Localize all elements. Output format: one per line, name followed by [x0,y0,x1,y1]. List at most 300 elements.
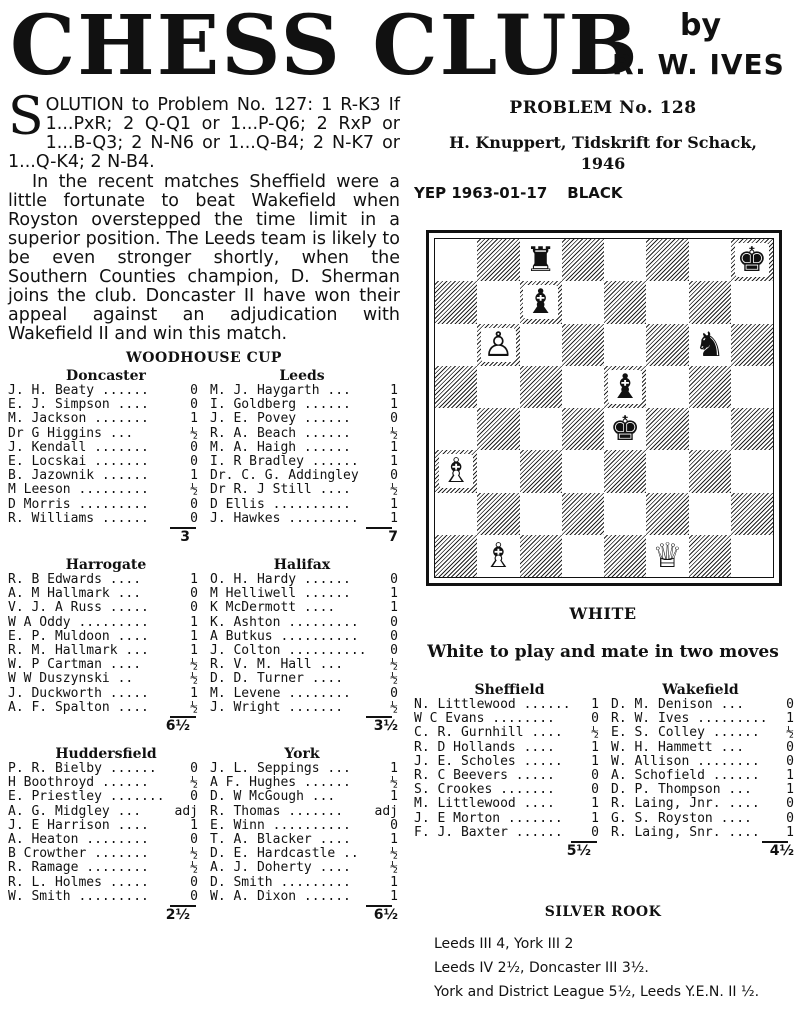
player-name: Dr R. J Still .... [210,483,351,498]
home-player [8,805,204,819]
away-player [204,630,400,644]
away-player [204,412,400,426]
team-header [8,746,400,762]
away-player [204,790,400,804]
player-name: M. Levene ........ [210,686,351,701]
player-score: 1 [786,712,794,727]
player-name: E. Priestley ....... [8,790,165,805]
board-square [646,493,688,535]
player-row [8,512,400,526]
player-name: D Ellis .......... [210,497,351,512]
player-score: 0 [390,629,398,644]
player-score: 0 [390,412,398,427]
away-player [204,498,400,512]
chess-board-border [434,238,774,578]
player-name: J. E. Scholes ..... [414,754,563,769]
player-name: C. R. Gurnhill .... [414,726,563,741]
player-name: V. J. A Russ ..... [8,601,149,616]
away-player [605,712,796,726]
player-row [8,805,400,819]
player-score: 0 [190,497,198,512]
player-name: R. Williams ...... [8,511,149,526]
player-row [8,819,400,833]
away-total: 6½ [204,907,400,923]
player-score: 0 [591,769,599,784]
board-square [731,324,773,366]
home-player [414,741,605,755]
home-player [8,427,204,441]
player-score: 0 [786,797,794,812]
silver-rook-title: SILVER ROOK [544,904,662,920]
away-team-name: Leeds [279,368,325,384]
player-name: R. V. M. Hall ... [210,658,344,673]
player-score: 0 [190,790,198,805]
player-score: 1 [786,825,794,840]
board-square [689,366,731,408]
player-score: 0 [190,875,198,890]
board-square [604,324,646,366]
away-player [204,861,400,875]
player-score: 1 [390,511,398,526]
board-square [604,450,646,492]
match-block [414,682,796,859]
team-header [8,557,400,573]
player-row [414,826,796,840]
player-row [8,587,400,601]
home-player [414,755,605,769]
home-player [8,687,204,701]
board-square [689,281,731,323]
player-score: 0 [786,811,794,826]
player-name: M Helliwell ...... [210,587,351,602]
board-square [604,493,646,535]
board-square [731,535,773,577]
player-name: D Morris ......... [8,497,149,512]
board-square [646,450,688,492]
board-square [731,239,773,281]
problem-source [410,132,796,174]
board-square [689,239,731,281]
player-name: E. P. Muldoon .... [8,629,149,644]
away-player [204,601,400,615]
home-total: 5½ [414,843,605,859]
away-team-name: Wakefield [662,682,739,698]
problem-source-line2: 1946 [580,154,626,173]
home-team-name: Doncaster [66,368,146,384]
player-score: 0 [390,818,398,833]
player-rows [8,384,400,526]
problem-meta [410,184,796,202]
home-player [8,890,204,904]
player-rows [8,762,400,904]
player-row [8,498,400,512]
player-score: 0 [786,698,794,712]
home-team-name: Harrogate [65,557,147,574]
player-row [8,630,400,644]
player-name: A. G. Midgley ... [8,804,142,819]
board-square [562,324,604,366]
player-name: R. Laing, Snr. .... [611,825,760,840]
player-name: R. D Hollands .... [414,740,555,755]
player-name: M. A. Haigh ...... [210,440,351,455]
player-row [8,483,400,497]
player-score: 0 [190,601,198,616]
home-player [8,601,204,615]
player-row [8,687,400,701]
board-square [731,281,773,323]
away-player [204,644,400,658]
player-row [8,762,400,776]
away-player [204,427,400,441]
player-name: R. Laing, Jnr. .... [611,797,760,812]
player-name: G. S. Royston .... [611,811,752,826]
player-row [8,861,400,875]
away-player [605,797,796,811]
player-name: N. Littlewood ...... [414,698,571,712]
home-player [414,826,605,840]
team-header [8,368,400,384]
player-name: J. H. Beaty ...... [8,384,149,398]
player-name: A. Schofield ...... [611,769,760,784]
board-square [562,493,604,535]
away-player [204,512,400,526]
chess-piece: ♚ [736,240,768,281]
player-row [414,726,796,740]
home-player [8,498,204,512]
board-square [520,493,562,535]
player-score: ½ [390,672,398,687]
board-square [604,239,646,281]
away-player [204,398,400,412]
player-name: W. P Cartman .... [8,658,142,673]
board-square [562,281,604,323]
white-label: WHITE [569,604,637,623]
player-score: ½ [390,776,398,791]
board-square [646,535,688,577]
home-player [8,762,204,776]
chess-board-frame [426,230,782,586]
away-player [605,698,796,712]
chess-piece: ♜ [525,240,556,281]
player-score: ½ [786,726,794,741]
player-score: ½ [390,700,398,715]
player-score: adj [374,804,398,819]
player-name: A Butkus .......... [210,629,359,644]
player-score: 1 [591,698,599,712]
player-score: ½ [190,483,198,498]
player-score: 1 [591,811,599,826]
away-player [204,483,400,497]
home-player [8,672,204,686]
home-player [8,833,204,847]
away-total: 7 [204,529,400,545]
chess-piece: ♙ [483,324,514,365]
player-score: 1 [591,797,599,812]
board-square [731,493,773,535]
home-player [414,698,605,712]
player-score: ½ [190,700,198,715]
result-line: York and District League 5½, Leeds Y.E.N. II ½. [434,984,760,1000]
home-player [8,412,204,426]
board-square [435,493,477,535]
player-name: W C Evans ........ [414,712,555,727]
board-square [435,366,477,408]
home-player [414,797,605,811]
board-square [604,281,646,323]
player-name: J. Colton .......... [210,644,367,659]
player-score: adj [174,804,198,819]
player-name: D. W McGough ... [210,790,336,805]
away-player [204,672,400,686]
player-name: J. Hawkes ......... [210,511,359,526]
board-square [689,408,731,450]
player-name: R. B Edwards .... [8,573,142,588]
player-name: A. M Hallmark ... [8,587,142,602]
board-square [731,450,773,492]
player-score: 1 [390,601,398,616]
player-score: 0 [190,511,198,526]
player-score: 0 [190,455,198,470]
away-player [204,573,400,587]
chess-piece: ♞ [694,324,725,365]
player-score: 1 [190,818,198,833]
away-player [204,805,400,819]
player-row [414,755,796,769]
player-name: M. J. Haygarth ... [210,384,351,398]
byline-author: R. W. IVES [612,48,785,81]
result-line: Leeds III 4, York III 2 [434,936,574,952]
player-name: B. Jazownik ...... [8,469,149,484]
player-row [414,769,796,783]
player-name: W W Duszynski .. [8,672,134,687]
chess-piece: ♝ [609,366,641,407]
player-score: 0 [390,686,398,701]
player-row [8,616,400,630]
chess-board [435,239,773,577]
board-square [477,366,519,408]
masthead [0,0,800,92]
home-total: 2½ [8,907,204,923]
player-score: ½ [591,726,599,741]
player-rows [414,698,796,840]
match-block [8,557,400,734]
player-score: 1 [190,615,198,630]
away-player [204,469,400,483]
player-score: 0 [591,712,599,727]
player-row [414,812,796,826]
player-name: W. A. Dixon ...... [210,889,351,904]
home-player [8,573,204,587]
home-team-name: Huddersfield [55,746,157,763]
player-row [8,455,400,469]
player-row [8,890,400,904]
player-score: 0 [190,587,198,602]
player-name: M Leeson ......... [8,483,149,498]
player-name: I. Goldberg ...... [210,398,351,413]
away-player [204,441,400,455]
match-totals [8,907,400,923]
player-rows [8,573,400,715]
board-square [520,450,562,492]
player-name: I. R Bradley ...... [210,455,359,470]
board-square [435,324,477,366]
player-name: W A Oddy ......... [8,615,149,630]
home-player [414,726,605,740]
match-block [8,368,400,545]
player-row [8,601,400,615]
player-score: ½ [190,847,198,862]
home-player [414,712,605,726]
player-name: K. Ashton ......... [210,615,359,630]
player-name: Dr. C. G. Addingley [210,469,359,484]
player-name: J. E Morton ....... [414,811,563,826]
solution-paragraph [8,87,400,172]
home-player [8,644,204,658]
player-row [8,427,400,441]
player-score: 0 [190,384,198,398]
player-name: R. A. Beach ...... [210,426,351,441]
match-totals [414,843,796,859]
player-score: ½ [190,776,198,791]
away-player [605,812,796,826]
player-name: W. Smith ......... [8,889,149,904]
player-score: 1 [390,875,398,890]
player-name: S. Crookes ....... [414,783,555,798]
home-player [8,790,204,804]
player-name: B Crowther ....... [8,847,149,862]
player-score: 0 [786,740,794,755]
player-score: 1 [390,497,398,512]
player-name: J. Wright ....... [210,700,344,715]
board-square [646,324,688,366]
player-score: 1 [591,754,599,769]
away-player [204,819,400,833]
player-name: J. E. Povey ...... [210,412,351,427]
home-player [414,769,605,783]
problem-title: PROBLEM No. 128 [509,98,697,118]
board-square [562,239,604,281]
player-score: ½ [190,672,198,687]
silver-rook-results [414,932,796,1004]
home-player [414,783,605,797]
home-player [8,384,204,398]
byline-by: by [680,8,722,43]
black-label: BLACK [567,184,623,202]
player-row [414,783,796,797]
player-row [8,876,400,890]
away-player [204,658,400,672]
home-player [8,658,204,672]
player-name: E. Winn .......... [210,818,351,833]
board-square [604,366,646,408]
match-block [8,746,400,923]
board-square [477,493,519,535]
result-line: Leeds IV 2½, Doncaster III 3½. [434,960,649,976]
board-square [689,493,731,535]
player-name: H Boothroyd ...... [8,776,149,791]
home-player [8,441,204,455]
player-name: W. Allison ........ [611,754,760,769]
board-square [731,408,773,450]
player-row [8,644,400,658]
player-name: W. H. Hammett ... [611,740,745,755]
player-name: J. E Harrison .... [8,818,149,833]
board-square [477,239,519,281]
drop-cap: S [8,87,44,147]
player-score: ½ [190,861,198,876]
home-player [8,819,204,833]
away-player [605,826,796,840]
board-square [689,324,731,366]
board-square [689,535,731,577]
player-row [8,790,400,804]
home-player [8,483,204,497]
away-player [204,687,400,701]
board-square [520,324,562,366]
player-name: D. Smith ......... [210,875,351,890]
away-player [204,847,400,861]
board-square [646,366,688,408]
player-row [8,412,400,426]
away-player [204,587,400,601]
player-score: ½ [390,847,398,862]
player-score: 1 [390,455,398,470]
cup-title: WOODHOUSE CUP [126,350,282,366]
cup-matches [8,368,400,923]
player-name: J. L. Seppings ... [210,762,351,777]
board-square [477,535,519,577]
player-score: 1 [390,889,398,904]
player-name: R. Thomas ....... [210,804,344,819]
player-name: R. M. Hallmark ... [8,644,149,659]
news-paragraph: In the recent matches Sheffield were a little fortunate to beat Wakefield when Royston overstepped the time limit in a superior position. The Leeds team is likely to be even stronger shortly, when the Southern Counties champion, D. Sherman joins the club. Doncaster II have won their appeal against an adjudication with Wakefield II and win this match. [8,172,400,344]
player-score: 1 [591,740,599,755]
player-row [8,701,400,715]
away-player [605,726,796,740]
home-player [8,847,204,861]
away-player [204,876,400,890]
player-name: D. E. Hardcastle .. [210,847,359,862]
match-totals [8,718,400,734]
left-column [8,87,400,924]
player-row [8,469,400,483]
team-header [414,682,796,698]
home-player [8,776,204,790]
player-score: 0 [390,644,398,659]
player-name: F. J. Baxter ...... [414,825,563,840]
board-square [435,408,477,450]
home-player [8,861,204,875]
board-square [646,239,688,281]
board-square [520,366,562,408]
player-name: E. S. Colley ...... [611,726,760,741]
player-name: R. C Beevers ..... [414,769,555,784]
player-row [8,573,400,587]
player-score: 1 [390,790,398,805]
away-player [605,769,796,783]
away-player [204,890,400,904]
board-square [562,535,604,577]
player-name: T. A. Blacker .... [210,833,351,848]
board-square [477,408,519,450]
player-score: 1 [786,783,794,798]
solution-text: OLUTION to Problem No. 127: 1 R-K3 If 1...PxR; 2 Q-Q1 or 1...P-Q6; 2 RxP or 1...B-Q3; 2 N-N6 or 1...Q-B4; 2 N-K7 or 1...Q-K4; 2 N-B4. [8,95,400,172]
home-total: 3 [8,529,204,545]
chess-piece: ♝ [525,282,556,323]
board-square [435,239,477,281]
player-score: 1 [190,644,198,659]
column-title: CHESS CLUB [10,0,640,94]
